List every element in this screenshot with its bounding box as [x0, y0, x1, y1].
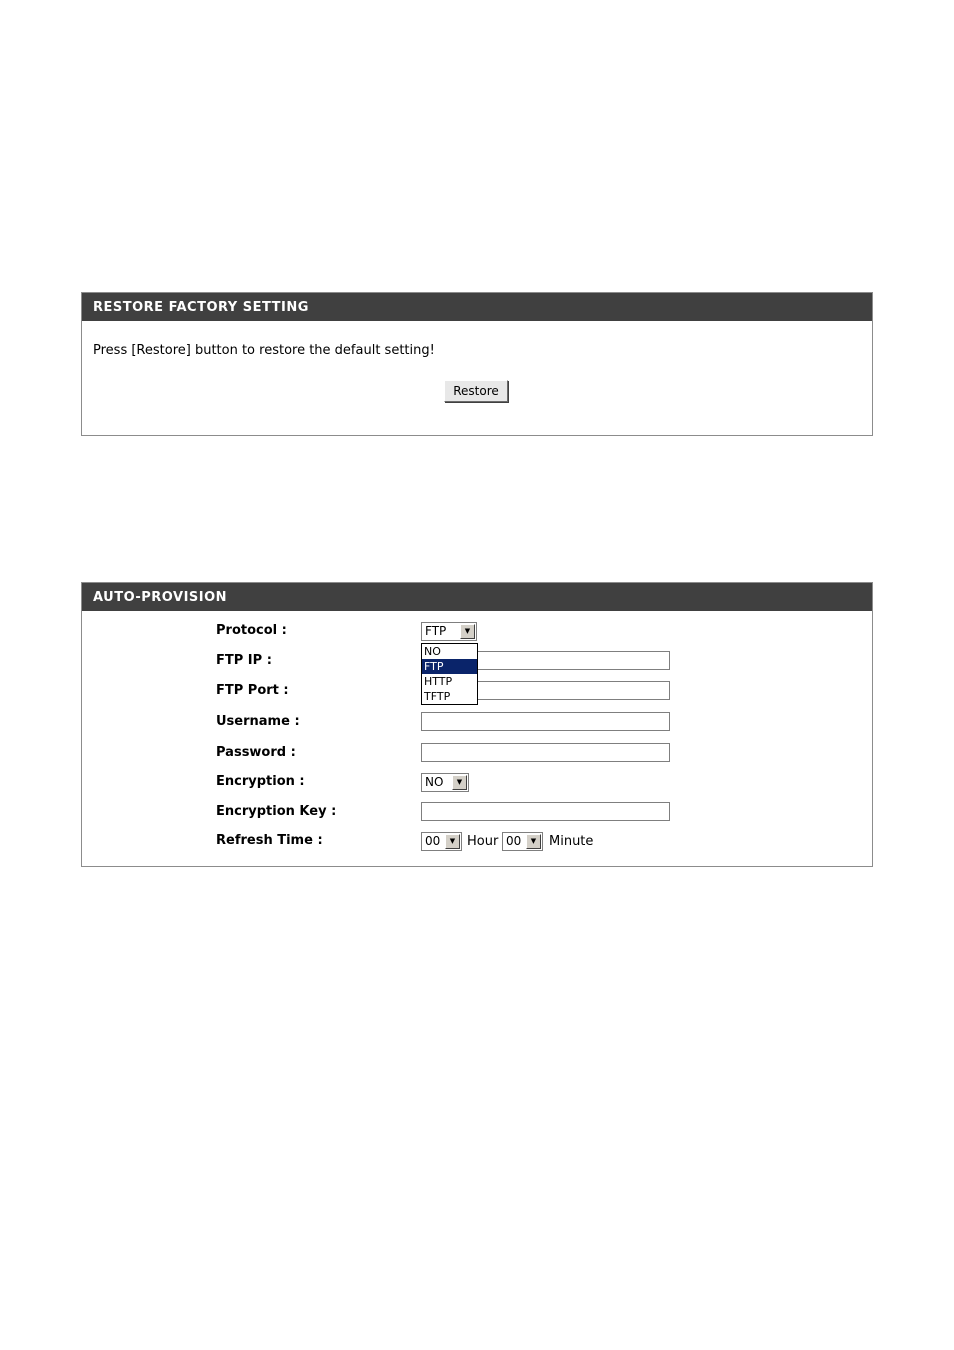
chevron-down-icon[interactable]: ▼ [460, 624, 475, 639]
minute-unit-label: Minute [549, 834, 594, 849]
encryption-select[interactable] [421, 773, 469, 792]
password-label: Password : [216, 745, 296, 760]
chevron-down-icon[interactable]: ▼ [452, 775, 467, 790]
protocol-option-http[interactable]: HTTP [424, 675, 453, 688]
protocol-option-ftp[interactable]: FTP [422, 659, 477, 674]
restore-panel-title: RESTORE FACTORY SETTING [82, 293, 872, 321]
refresh-hour-value: 00 [425, 834, 441, 848]
restore-button[interactable]: Restore [444, 380, 508, 402]
chevron-down-icon[interactable]: ▼ [445, 834, 460, 849]
ftp-port-label: FTP Port : [216, 683, 289, 698]
ftp-ip-label: FTP IP : [216, 653, 272, 668]
chevron-down-icon[interactable]: ▼ [526, 834, 541, 849]
protocol-label: Protocol : [216, 623, 287, 638]
refresh-hour-select[interactable] [421, 832, 462, 851]
refresh-minute-select[interactable] [502, 832, 543, 851]
username-label: Username : [216, 714, 300, 729]
protocol-dropdown-list [421, 643, 478, 705]
auto-provision-title: AUTO-PROVISION [82, 583, 872, 611]
refresh-minute-value: 00 [506, 834, 522, 848]
protocol-option-no[interactable]: NO [424, 645, 441, 658]
restore-factory-setting-panel [81, 292, 873, 436]
restore-message: Press [Restore] button to restore the default setting! [93, 343, 435, 358]
refresh-time-label: Refresh Time : [216, 833, 323, 848]
password-input[interactable] [421, 743, 670, 762]
encryption-key-label: Encryption Key : [216, 804, 337, 819]
auto-provision-panel [81, 582, 873, 867]
protocol-select[interactable] [421, 622, 477, 641]
username-input[interactable] [421, 712, 670, 731]
encryption-select-value: NO [425, 775, 444, 789]
protocol-select-value: FTP [425, 624, 447, 638]
encryption-key-input[interactable] [421, 802, 670, 821]
hour-unit-label: Hour [467, 834, 499, 849]
protocol-option-tftp[interactable]: TFTP [424, 690, 451, 703]
encryption-label: Encryption : [216, 774, 305, 789]
